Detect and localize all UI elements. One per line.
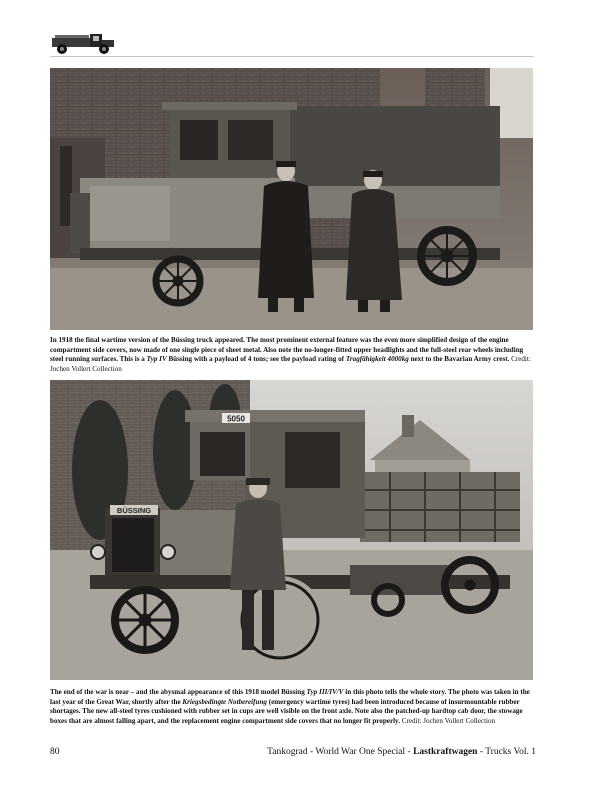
caption-text: The end of the war is near – and the abysmal appearance of this 1918 model Büssing <box>50 688 307 696</box>
series-suffix: - Trucks Vol. 1 <box>477 747 536 757</box>
caption-text: Büssing with a payload of 4 tons; see the payload rating of <box>166 355 346 364</box>
caption-italic: Kriegsbedingte Notbereifung <box>182 697 267 706</box>
bussing-typ-iv-truck-photo <box>50 68 533 330</box>
photo-credit: Credit: Jochen Vollert Collection <box>50 355 531 373</box>
caption-italic: Typ III/IV/V <box>306 688 344 696</box>
bussing-typ-iii-iv-truck-photo <box>50 380 533 680</box>
plate-text: 5050 <box>227 414 245 424</box>
series-title <box>267 747 536 757</box>
photo-caption <box>50 688 537 726</box>
page-footer <box>50 747 536 757</box>
header-rule <box>50 56 534 57</box>
caption-text: in this photo tells the whole story. The photo was taken in the last year of the Great War, shortly after the <box>50 688 530 706</box>
series-title-bold: Lastkraftwagen <box>413 747 478 757</box>
photo-credit: Credit: Jochen Vollert Collection <box>401 716 496 725</box>
page-number: 80 <box>50 747 60 757</box>
radiator-text: BÜSSING <box>116 506 152 515</box>
caption-text: next to the Bavarian Army crest. <box>408 355 510 364</box>
vintage-truck-icon <box>50 30 120 56</box>
photo-caption <box>50 336 537 374</box>
series-prefix: Tankograd - World War One Special - <box>267 747 414 757</box>
caption-text: (emergency wartime tyres) had been introduced because of insurmountable rubber shortages. The new all-steel tyres cushioned with rubber set in cups are well visible on the front axle. Note also the patched-up hardtop cab door, the stowage boxes that are almost falling apart, and the replacement engine compartment side covers that no longer fit properly. <box>50 697 523 725</box>
caption-italic: Typ IV <box>146 355 167 364</box>
caption-text: In 1918 the final wartime version of the Büssing truck appeared. The most prominent external feature was the even more simplified design of the engine compartment side covers, now made of one single piece of sheet metal. Also note the no-longer-fitted upper headlights and the full-steel rear wheels including steel running surfaces. This is a <box>50 336 524 364</box>
caption-italic: Tragfähigkeit 4000kg <box>345 355 409 364</box>
